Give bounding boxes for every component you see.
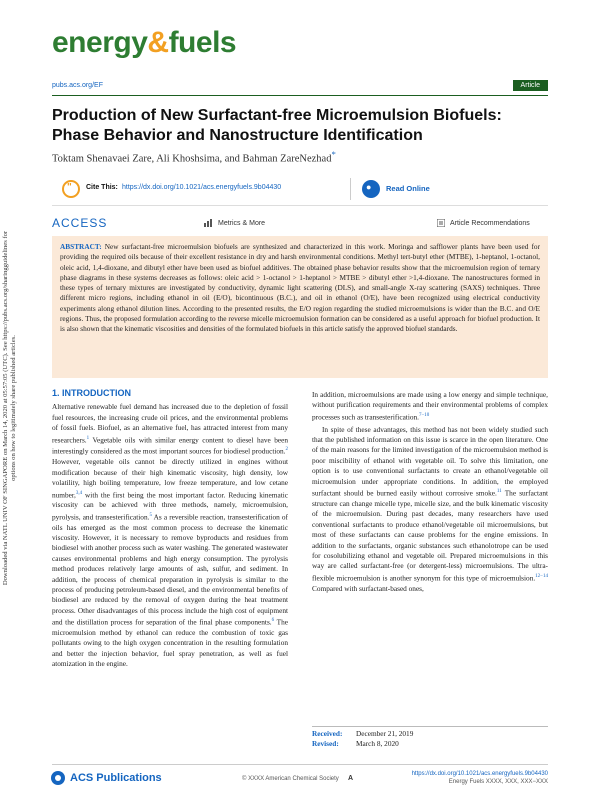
access-bar (52, 213, 548, 235)
ref-link[interactable]: 2 (285, 447, 288, 453)
page-footer (52, 768, 548, 788)
access-label: ACCESS (52, 216, 108, 230)
article-type-badge: Article (513, 80, 548, 91)
ref-link[interactable]: 12−14 (535, 573, 548, 579)
article-dates (312, 729, 548, 749)
footer-divider (52, 764, 548, 765)
introduction-heading: 1. INTRODUCTION (52, 388, 132, 398)
journal-logo-part2: fuels (168, 26, 237, 59)
dates-divider (312, 726, 548, 727)
intro-paragraph-2: In addition, microemulsions are made using a low energy and simple technique, without purification requirements and their environmental problems of complex processes such as transesterification.$^{7-10}$ (312, 390, 548, 422)
quote-icon: " (62, 180, 80, 198)
header-divider (52, 95, 548, 96)
ref-link[interactable]: 5 (149, 512, 152, 518)
abstract-section (52, 236, 548, 378)
cite-label: Cite This: (86, 184, 118, 191)
received-value: December 21, 2019 (356, 729, 414, 738)
recommendations-link[interactable]: Article Recommendations (450, 220, 530, 227)
article-title: Production of New Surfactant-free Microemulsion Biofuels: Phase Behavior and Nanostructure Identification (52, 107, 502, 144)
cite-bar (52, 178, 548, 200)
author-list (52, 149, 548, 165)
journal-logo[interactable] (52, 26, 236, 60)
abstract-text: New surfactant-free microemulsion biofuels are synthesized and characterized in this work. Moringa and safflower plants have been used for providing the required oils because of their excellent resistance in dry and harsh environmental conditions. Methyl tert-butyl ether (MTBE), 1-heptanol, 1-octanol, oleic acid, 1,4-dioxane, and dibutyl ether have been used as biofuel additives. The obtained phase behavior results show that the microemulsion region of ternary phase diagrams in these systems decreases as follows: oleic acid > 1-octanol > 1-heptanol > MTBE > dibutyl ether >1,4-dioxane. The nanostructures formed in these types of ternary mixtures are investigated by conductivity, dynamic light scattering (DLS), and small-angle X-ray scattering (SAXS) techniques. Three different micro regions, including ethanol in oil (E/O), bicontinuous (B.C.), and oil in ethanol (O/E), have been recognized using electrical conductivity experiments along ethanol dilution lines. According to the presented results, the E/O region regarding the studied microemulsions is wider than the B.C. and O/E regions. Thus, the proposed formulation according to the reverse micelle microemulsion formation can be considered as a useful approach for biofuel production. It is also shown that the kinematic viscosities and densities of the formulated biofuels in this article satisfy the approved biofuel standards. (60, 242, 540, 334)
revised-date-row (312, 739, 548, 749)
revised-value: March 8, 2020 (356, 739, 399, 748)
left-column (52, 388, 288, 672)
recommendations-icon[interactable] (437, 219, 445, 227)
acs-logo-icon (50, 770, 66, 786)
intro-paragraph-3: In spite of these advantages, this method has not been widely studied such that the published information on this issue is scarce in the open literature. One of the main reasons for the limited investigation of the microemulsion method is poor miscibility of ethanol with vegetable oil. To solve this limitation, one option is to use conventional surfactants to create an ethanol/vegetable oil microemulsion under appropriate conditions. In addition, the employed surfactant should be burned easily without corrosive smoke.$^{11}$ The surfactant structure can change micelle type, micelle size, and the bulk kinematic viscosity of the microemulsion. During past decades, many researchers have used conventional surfactants to produce ethanol/vegetable oil microemulsions, but most of these surfactants can cause problems for the engine emissions. In addition to the surfactants, organic substances such ethanolotrope can be used for cosolubilizing ethanol and vegetable oil. Prepared microemulsions in this way are called surfactant-free (or detergent-less) microemulsions. The ultra-flexible microemulsion is another synonym for this type of microemulsion.$^{12-14}$ Compared with surfactant-based ones, (312, 424, 548, 593)
received-label: Received: (312, 729, 343, 738)
right-column (312, 390, 548, 596)
abstract-paragraph (60, 242, 540, 335)
download-side-note (0, 230, 30, 590)
metrics-link[interactable]: Metrics & More (218, 220, 266, 227)
ref-link[interactable]: 7−10 (418, 412, 430, 418)
abstract-label: ABSTRACT: (60, 242, 102, 251)
footer-citation (412, 770, 548, 786)
revised-label: Revised: (312, 739, 339, 748)
footer-journal-citation: Energy Fuels XXXX, XXX, XXX−XXX (448, 779, 548, 785)
ref-link[interactable]: 11 (496, 489, 502, 495)
intro-paragraph-1: Alternative renewable fuel demand has increased due to the depletion of fossil fuel resources, the increasing crude oil prices, and the environmental problems of fossil fuels. Biofuel, as an alternative fuel, has attracted interest from many researchers.$^1$ Vegetable oils with similar energy content to diesel have been interestingly considered as the most important sources for biodiesel production.$^2$ However, vegetable oils cannot be directly utilized in engines without modification because of their high kinematic viscosity, high density, low volatility, high boiling temperature, low freeze temperature, and low cetane number,$^{3,4}$ with the first being the most important factor. Reducing kinematic viscosity can be achieved with three methods, namely, microemulsion, pyrolysis, and transesterification.$^5$ As a reversible reaction, transesterification of oils has emerged as the most common process to decrease the kinematic viscosity. However, it is necessary to remove byproducts and residues from biodiesel with another process such as water washing. The generated wastewater causes environmental problems and high energy consumption. The pyrolysis method produces relatively large amounts of ash, sulfur, and sediment. In addition, the process of chemical preparation in pyrolysis is similar to the process of producing petroleum-based diesel, and the environmental benefits of biodiesel are reduced by the removal of oxygen during the heat treatment process. Other disadvantages of this process include the high cost of equipment and the distillation process for separation of the final phase components.$^6$ The microemulsion method by ethanol can reduce the combustion of toxic gas pollutants owing to the high oxygen concentration in the resulting formulation and better the injection behavior, fuel spray penetration, as well as fuel atomization in the engine. (52, 402, 288, 669)
received-date-row (312, 729, 548, 739)
corresponding-author-marker[interactable]: * (331, 149, 336, 159)
copyright-notice: © XXXX American Chemical Society (242, 776, 339, 782)
read-online-link[interactable]: Read Online (386, 184, 430, 193)
journal-logo-part1: energy (52, 26, 148, 59)
journal-url-link[interactable]: pubs.acs.org/EF (52, 82, 103, 89)
publisher-logo[interactable]: ACS Publications (70, 772, 162, 784)
header-bar (52, 80, 548, 94)
journal-logo-amp: & (147, 26, 169, 59)
download-notice-text: Downloaded via NATL UNIV OF SINGAPORE on March 14, 2020 at 05:57:05 (UTC). See https://pubs.acs.org/sharingguidelines for options on how to legitimately share published articles. (2, 230, 17, 586)
cite-divider (52, 205, 548, 206)
ref-link[interactable]: 1 (86, 435, 90, 441)
ref-link[interactable]: 3,4 (75, 490, 83, 496)
cite-doi-link[interactable]: https://dx.doi.org/10.1021/acs.energyfuels.9b04430 (122, 184, 282, 191)
page-number: A (348, 775, 354, 782)
author-names[interactable]: Toktam Shenavaei Zare, Ali Khoshsima, and Bahman ZareNezhad (52, 153, 332, 165)
read-online-icon[interactable]: ● (362, 180, 380, 198)
cite-separator (350, 178, 351, 200)
ref-link[interactable]: 6 (271, 618, 275, 624)
footer-doi-link[interactable]: https://dx.doi.org/10.1021/acs.energyfuels.9b04430 (411, 771, 548, 777)
metrics-icon[interactable] (204, 219, 212, 227)
